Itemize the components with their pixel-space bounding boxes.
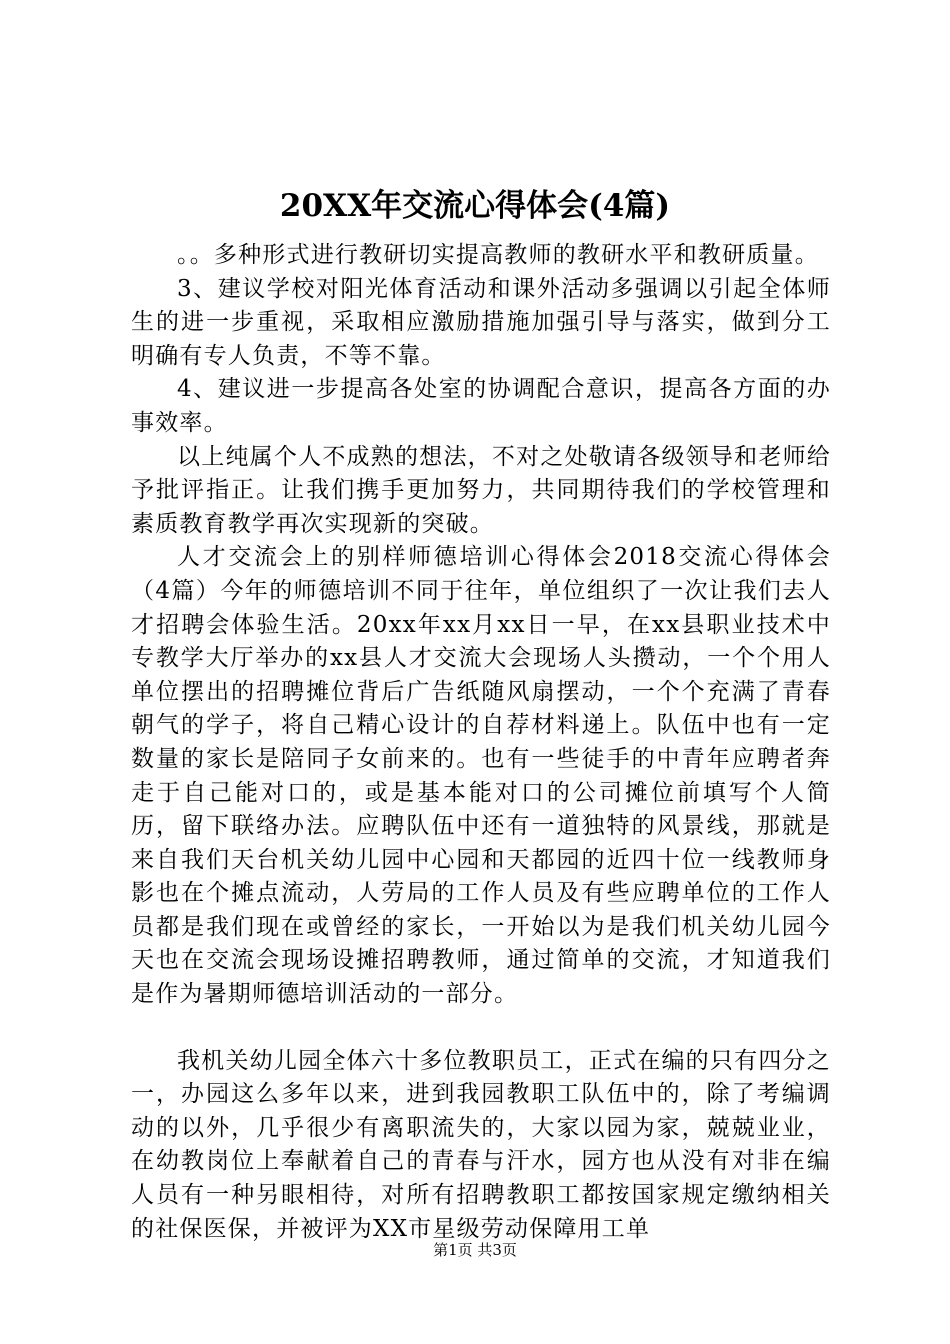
paragraph: 我机关幼儿园全体六十多位教职员工，正式在编的只有四分之一，办园这么多年以来，进到我园教职工队伍中的，除了考编调动的以外，几乎很少有离职流失的，大家以园为家，兢兢业业，在幼教岗位上奉献着自己的青春与汗水，园方也从没有对非在编人员有一种另眼相待，对所有招聘教职工都按国家规定缴纳相关的社保医保，并被评为XX市星级劳动保障用工单	[131, 1047, 831, 1242]
page-footer: 第1页 共3页	[433, 1241, 517, 1259]
document-title: 20XX年交流心得体会(4篇)	[279, 188, 671, 224]
paragraph: 人才交流会上的别样师德培训心得体会2018交流心得体会（4篇）今年的师德培训不同于往年，单位组织了一次让我们去人才招聘会体验生活。20xx年xx月xx日一早，在xx县职业技术中专教学大厅举办的xx县人才交流大会现场人头攒动，一个个用人单位摆出的招聘摊位背后广告纸随风扇摆动，一个个充满了青春朝气的学子，将自己精心设计的自荐材料递上。队伍中也有一定数量的家长是陪同子女前来的。也有一些徒手的中青年应聘者奔走于自己能对口的，或是基本能对口的公司摊位前填写个人简历，留下联络办法。应聘队伍中还有一道独特的风景线，那就是来自我们天台机关幼儿园中心园和天都园的近四十位一线教师身影也在个摊点流动，人劳局的工作人员及有些应聘单位的工作人员都是我们现在或曾经的家长，一开始以为是我们机关幼儿园今天也在交流会现场设摊招聘教师，通过简单的交流，才知道我们是作为暑期师德培训活动的一部分。	[131, 544, 831, 1008]
paragraph: 4、建议进一步提高各处室的协调配合意识，提高各方面的办事效率。	[131, 376, 831, 436]
paragraph: 3、建议学校对阳光体育活动和课外活动多强调以引起全体师生的进一步重视，采取相应激励措施加强引导与落实，做到分工明确有专人负责，不等不靠。	[131, 275, 831, 369]
paragraph: 以上纯属个人不成熟的想法，不对之处敬请各级领导和老师给予批评指正。让我们携手更加努力，共同期待我们的学校管理和素质教育教学再次实现新的突破。	[131, 443, 831, 537]
paragraph: 。。多种形式进行教研切实提高教师的教研水平和教研质量。	[177, 242, 819, 268]
document-body	[131, 239, 831, 1246]
